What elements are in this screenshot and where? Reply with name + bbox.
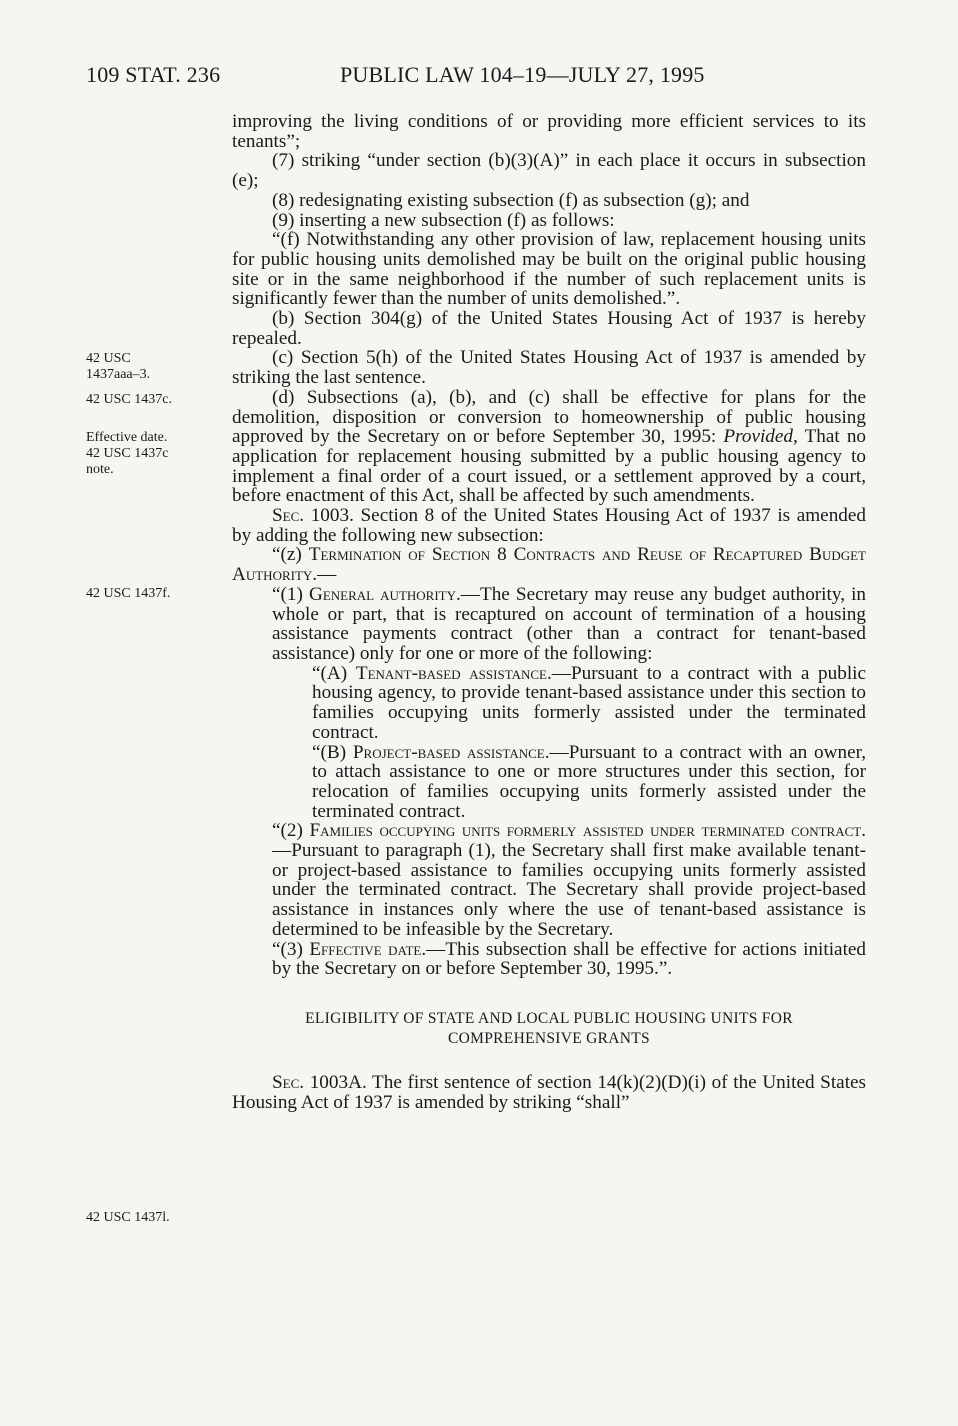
document-body xyxy=(232,112,866,1112)
paragraph: (9) inserting a new subsection (f) as follows: xyxy=(272,209,615,231)
section-1003a: Sec. 1003A. The first sentence of section 14(k)(2)(D)(i) of the United States Housing Act of 1937 is amended by striking “shall” xyxy=(232,1071,867,1113)
paragraph: (d) Subsections (a), (b), and (c) shall be effective for plans for the demolition, disposition or conversion to homeownership of public housing approved by the Secretary on or before September 30, 1995: Provided, That no application for replacement housing submitted by a public housing agency to implement a final order of a court issued, or a settlement approved by a court, before enactment of this Act, shall be affected by such amendments. xyxy=(232,386,867,507)
paragraph-general-authority: “(1) General authority.—The Secretary may reuse any budget authority, in whole or part, that is recaptured on account of termination of a housing assistance payments contract (other than a contract for tenant-based assistance) only for one or more of the following: xyxy=(272,583,866,664)
paragraph: (7) striking “under section (b)(3)(A)” in each place it occurs in subsection (e); xyxy=(232,150,866,192)
paragraph-effective-date: “(3) Effective date.—This subsection shall be effective for actions initiated by the Secretary on or before September 30, 1995.”. xyxy=(272,938,867,980)
section-heading: ELIGIBILITY OF STATE AND LOCAL PUBLIC HOUSING UNITS FOR COMPREHENSIVE GRANTS xyxy=(305,1009,793,1047)
section-1003: Sec. 1003. Section 8 of the United States Housing Act of 1937 is amended by adding the following new subsection: xyxy=(232,505,866,546)
section-label: Sec. 1003A. xyxy=(272,1071,367,1093)
subsection-z-heading: “(z) Termination of Section 8 Contracts and Reuse of Recaptured Budget Authority.— xyxy=(232,544,867,586)
paragraph: (8) redesignating existing subsection (f) as subsection (g); and xyxy=(272,189,750,211)
quoted-subsection: “(f) Notwithstanding any other provision of law, replacement housing units for public housing units demolished may be built on the original public housing site or in the same neighborhood if the number of such replacement units is significantly fewer than the number of units demolished.”. xyxy=(232,229,866,310)
margin-note-citation: 42 USC 1437f. xyxy=(86,586,171,601)
proviso-keyword: Provided, xyxy=(723,426,798,448)
paragraph: (b) Section 304(g) of the United States Housing Act of 1937 is hereby repealed. xyxy=(232,308,866,349)
paragraph: improving the living conditions of or providing more efficient services to its tenants”; xyxy=(232,111,866,152)
section-label: Sec. 1003. xyxy=(272,505,354,527)
subparagraph-project-based: “(B) Project-based assistance.—Pursuant to a contract with an owner, to attach assistance to one or more structures under this section, for relocation of families occupying units formerly assisted under the terminated contract. xyxy=(312,741,867,822)
margin-note-citation: 42 USC 1437c. xyxy=(86,392,172,407)
margin-note-citation: 42 USC 1437l. xyxy=(86,1210,170,1225)
margin-note-effective-date: Effective date. 42 USC 1437c note. xyxy=(86,430,169,477)
margin-note-citation: 42 USC 1437aaa–3. xyxy=(86,351,151,382)
paragraph-families-occupying: “(2) Families occupying units formerly assisted under terminated contract.—Pursuant to paragraph (1), the Secretary shall first make available tenant- or project-based assistance to families occupying units formerly assisted under the terminated contract. The Secretary shall provide project-based assistance in instances only where the use of tenant-based assistance is determined to be infeasible by the Secretary. xyxy=(272,820,866,940)
stat-page-number: 109 STAT. 236 xyxy=(86,62,221,87)
paragraph: (c) Section 5(h) of the United States Housing Act of 1937 is amended by striking the last sentence. xyxy=(232,347,866,389)
subparagraph-tenant-based: “(A) Tenant-based assistance.—Pursuant to a contract with a public housing agency, to provide tenant-based assistance under this section to families occupying units formerly assisted under the terminated contract. xyxy=(312,662,867,743)
running-title: PUBLIC LAW 104–19—JULY 27, 1995 xyxy=(340,62,705,87)
